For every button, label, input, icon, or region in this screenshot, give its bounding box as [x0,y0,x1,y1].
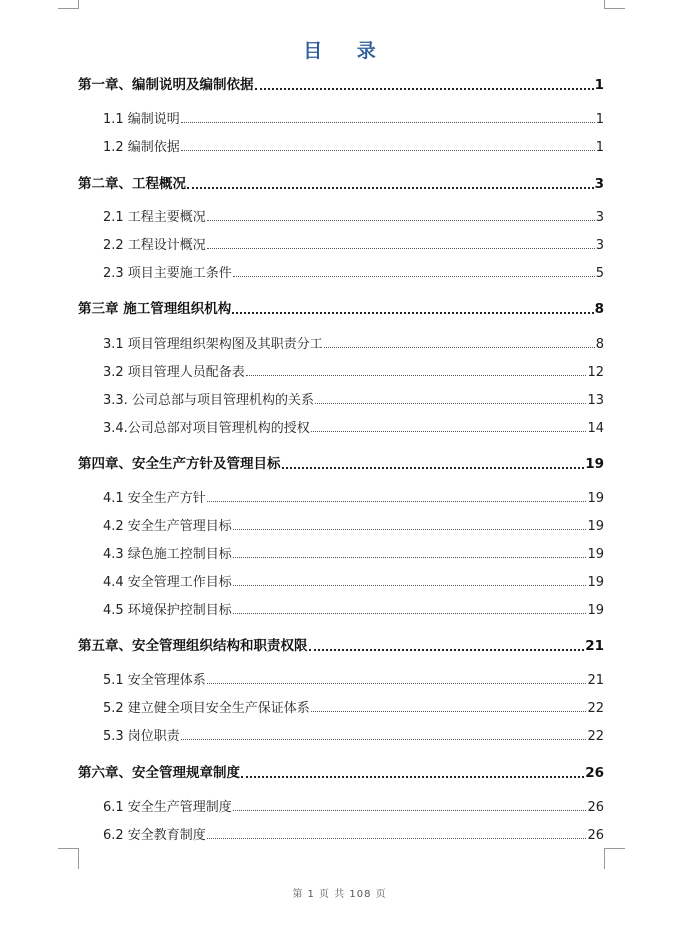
toc-entry-label: 2.1 工程主要概况 [103,210,206,225]
toc-dot-leader [181,739,587,740]
toc-entry-label: 3.4.公司总部对项目管理机构的授权 [103,421,310,436]
toc-page-number: 21 [585,638,604,654]
toc-section-entry[interactable] [103,262,604,281]
toc-chapter-entry[interactable] [78,761,604,781]
toc-chapter-entry[interactable] [78,297,604,317]
toc-page-number: 19 [587,491,604,506]
toc-section-entry[interactable] [103,108,604,127]
toc-page-number: 13 [587,393,604,408]
toc-section-entry[interactable] [103,824,604,843]
toc-dot-leader [181,122,595,123]
toc-dot-leader [233,529,587,530]
toc-entry-label: 5.1 安全管理体系 [103,673,206,688]
toc-dot-leader [233,810,587,811]
toc-dot-leader [324,347,595,348]
toc-section-entry[interactable] [103,206,604,225]
toc-section-entry[interactable] [103,487,604,506]
toc-entry-label: 2.3 项目主要施工条件 [103,266,232,281]
page-corner-mark-top-right [604,0,625,9]
toc-section-entry[interactable] [103,389,604,408]
toc-entry-label: 第二章、工程概况 [78,176,186,192]
toc-dot-leader [311,711,587,712]
page-corner-mark-bottom-left [58,848,79,869]
toc-entry-label: 1.1 编制说明 [103,112,180,127]
toc-dot-leader [207,838,587,839]
toc-entry-label: 1.2 编制依据 [103,140,180,155]
toc-page-number: 3 [594,176,604,192]
toc-page-number: 3 [595,238,604,253]
toc-section-entry[interactable] [103,543,604,562]
toc-section-entry[interactable] [103,515,604,534]
toc-page-number: 26 [585,765,604,781]
toc-dot-leader [311,431,587,432]
toc-entry-label: 6.2 安全教育制度 [103,828,206,843]
toc-entry-label: 第三章 施工管理组织机构 [78,301,232,317]
toc-entry-label: 6.1 安全生产管理制度 [103,800,232,815]
toc-page-number: 8 [595,337,604,352]
page-corner-mark-top-left [58,0,79,9]
toc-dot-leader [233,276,595,277]
toc-dot-leader [241,776,584,778]
toc-section-entry[interactable] [103,234,604,253]
toc-chapter-entry[interactable] [78,172,604,192]
toc-page-number: 19 [585,456,604,472]
toc-section-entry[interactable] [103,333,604,352]
toc-section-entry[interactable] [103,669,604,688]
toc-section-entry[interactable] [103,796,604,815]
toc-entry-label: 第五章、安全管理组织结构和职责权限 [78,638,308,654]
toc-entry-label: 4.5 环境保护控制目标 [103,603,232,618]
toc-section-entry[interactable] [103,697,604,716]
toc-page-number: 26 [587,828,604,843]
toc-page-number: 22 [587,729,604,744]
toc-dot-leader [315,403,587,404]
toc-chapter-entry[interactable] [78,73,604,93]
toc-page-number: 5 [595,266,604,281]
page-footer: 第 1 页 共 108 页 [292,889,387,900]
toc-page-number: 8 [594,301,604,317]
toc-dot-leader [181,150,595,151]
toc-dot-leader [246,375,587,376]
toc-dot-leader [255,88,594,90]
toc-section-entry[interactable] [103,136,604,155]
toc-section-entry[interactable] [103,571,604,590]
toc-page-number: 14 [587,421,604,436]
toc-entry-label: 3.2 项目管理人员配备表 [103,365,245,380]
toc-page-number: 3 [595,210,604,225]
toc-entry-label: 第一章、编制说明及编制依据 [78,77,254,93]
toc-entry-label: 5.2 建立健全项目安全生产保证体系 [103,701,310,716]
toc-chapter-entry[interactable] [78,634,604,654]
toc-section-entry[interactable] [103,725,604,744]
toc-entry-label: 4.4 安全管理工作目标 [103,575,232,590]
toc-entry-label: 第四章、安全生产方针及管理目标 [78,456,281,472]
toc-section-entry[interactable] [103,599,604,618]
toc-entry-label: 2.2 工程设计概况 [103,238,206,253]
page-corner-mark-bottom-right [604,848,625,869]
toc-page-number: 21 [587,673,604,688]
toc-entry-label: 3.1 项目管理组织架构图及其职责分工 [103,337,323,352]
toc-page-number: 19 [587,575,604,590]
toc-entry-label: 5.3 岗位职责 [103,729,180,744]
toc-dot-leader [187,187,594,189]
toc-dot-leader [207,683,587,684]
toc-entry-label: 4.1 安全生产方针 [103,491,206,506]
table-of-contents [78,0,604,848]
toc-section-entry[interactable] [103,417,604,436]
toc-page-number: 19 [587,519,604,534]
toc-entry-label: 第六章、安全管理规章制度 [78,765,240,781]
toc-chapter-entry[interactable] [78,452,604,472]
toc-page-number: 1 [595,112,604,127]
toc-dot-leader [233,585,587,586]
toc-dot-leader [232,312,593,314]
toc-page-number: 19 [587,603,604,618]
toc-page-number: 26 [587,800,604,815]
toc-entry-label: 4.3 绿色施工控制目标 [103,547,232,562]
toc-page-number: 1 [594,77,604,93]
toc-page-number: 19 [587,547,604,562]
toc-entry-label: 4.2 安全生产管理目标 [103,519,232,534]
toc-dot-leader [207,220,595,221]
toc-dot-leader [207,501,587,502]
toc-page-number: 22 [587,701,604,716]
toc-dot-leader [309,649,585,651]
toc-entry-label: 3.3. 公司总部与项目管理机构的关系 [103,393,314,408]
toc-dot-leader [233,557,587,558]
toc-dot-leader [282,467,585,469]
toc-section-entry[interactable] [103,361,604,380]
toc-dot-leader [233,613,587,614]
toc-page-number: 1 [595,140,604,155]
toc-title: 目 录 [303,40,390,62]
toc-page-number: 12 [587,365,604,380]
toc-dot-leader [207,248,595,249]
